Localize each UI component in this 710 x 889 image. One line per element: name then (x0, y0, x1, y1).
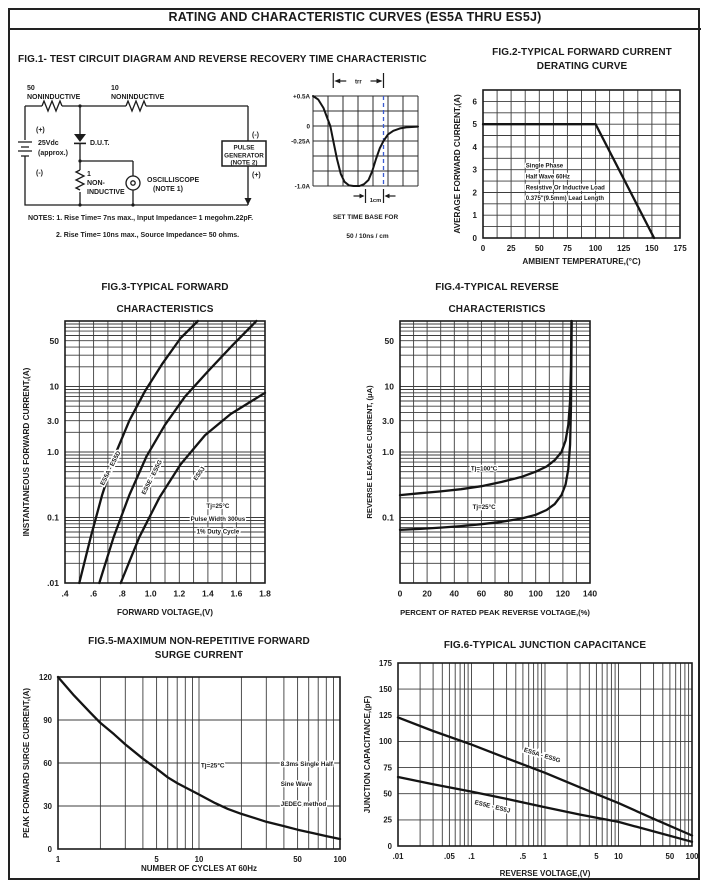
timebase-caption-line1: SET TIME BASE FOR (332, 214, 399, 221)
fig6-heading: FIG.6-TYPICAL JUNCTION CAPACITANCE (443, 640, 647, 651)
y-tick-label: -1.0A (294, 183, 310, 191)
x-tick-label: 75 (562, 244, 572, 253)
x-tick-label: 50 (665, 851, 675, 861)
y-tick-label: 6 (472, 97, 477, 107)
annotation: Tj=25°C (200, 762, 225, 770)
y-tick-label: 150 (378, 684, 392, 694)
x-tick-label: 5 (154, 854, 159, 864)
fig3-heading-line1: FIG.3-TYPICAL FORWARD (101, 282, 229, 293)
trr-arrowhead-icon (334, 79, 340, 84)
x-tick-label: 1.8 (259, 588, 271, 599)
x-tick-label: .4 (61, 588, 69, 599)
pulse-line2: GENERATOR (224, 152, 264, 160)
pulse-line3: (NOTE 2) (230, 159, 258, 167)
r3-value: 1 (87, 171, 91, 178)
scope-label: OSCILLISCOPE (147, 177, 200, 184)
x-tick-label: 100 (528, 588, 543, 599)
fig1-note-2: 2. Rise Time= 10ns max., Source Impedance= 50 ohms. (56, 232, 240, 239)
annotation: Resistive Or Inductive Load (525, 185, 605, 192)
x-tick-label: 80 (503, 588, 514, 599)
annotation: 0.375"(9.5mm) Lead Length (525, 196, 605, 203)
trr-arrowhead-icon (377, 79, 383, 84)
curve-label: ES5E - ES5J (473, 799, 511, 815)
y-tick-label: 0 (306, 123, 310, 131)
r2-value: 10 (111, 85, 119, 92)
battery-symbol (18, 142, 32, 156)
y-tick-label: +0.5A (293, 93, 310, 101)
x-tick-label: 0 (397, 588, 403, 599)
y-tick-label: 2 (472, 188, 477, 198)
curve-label: ES5E - ES5G (140, 458, 164, 496)
battery-voltage: 25Vdc (38, 140, 59, 147)
y-axis-title: INSTANTANEOUS FORWARD CURRENT,(A) (22, 367, 31, 537)
battery-plus: (+) (36, 127, 45, 134)
x-tick-label: 10 (194, 854, 204, 864)
fig4-heading-line2: CHARACTERISTICS (448, 304, 546, 315)
fig5-heading-line2: SURGE CURRENT (154, 650, 244, 661)
fig4-heading-line1: FIG.4-TYPICAL REVERSE (435, 282, 559, 293)
y-tick-label: 90 (43, 715, 52, 725)
x-axis-title: REVERSE VOLTAGE,(V) (499, 869, 591, 878)
r3-line2: INDUCTIVE (87, 189, 125, 196)
y-tick-label: 5 (472, 120, 477, 130)
x-tick-label: 20 (422, 588, 432, 599)
resistor-1-symbol (76, 170, 84, 190)
x-axis-title: PERCENT OF RATED PEAK REVERSE VOLTAGE,(%) (400, 608, 590, 617)
x-tick-label: 1.6 (230, 588, 243, 599)
x-tick-label: 140 (582, 588, 598, 599)
x-tick-label: .5 (519, 851, 527, 861)
y-tick-label: 0 (387, 841, 392, 851)
y-tick-label: -0.25A (291, 138, 310, 146)
y-tick-label: 0.1 (382, 512, 394, 523)
x-tick-label: 175 (673, 244, 687, 253)
y-tick-label: 4 (472, 142, 477, 152)
y-tick-label: 1.0 (47, 447, 59, 458)
fig5-surge-current-chart (20, 663, 362, 878)
x-tick-label: 125 (617, 244, 631, 253)
fig3-forward-characteristics-chart (18, 315, 353, 630)
x-axis-title: FORWARD VOLTAGE,(V) (117, 608, 213, 617)
resistor-50-symbol (42, 101, 62, 111)
battery-minus: (-) (36, 170, 43, 177)
cm-label: 1cm (369, 197, 382, 204)
x-tick-label: 150 (645, 244, 659, 253)
y-tick-label: 3.0 (47, 415, 59, 426)
x-tick-label: .01 (392, 851, 404, 861)
x-tick-label: .6 (90, 588, 98, 599)
curve-label: ES5J (192, 465, 207, 483)
annotation: JEDEC method (280, 801, 327, 808)
y-tick-label: 175 (378, 658, 392, 668)
x-tick-label: 50 (293, 854, 302, 864)
annotation: Pulse Width 300us (190, 516, 246, 524)
fig2-heading-line1: FIG.2-TYPICAL FORWARD CURRENT (492, 47, 672, 58)
fig5-heading-line1: FIG.5-MAXIMUM NON-REPETITIVE FORWARD (88, 636, 310, 647)
annotation: Sine Wave (280, 780, 312, 788)
y-tick-label: 0 (47, 844, 52, 854)
oscilloscope-symbol (126, 176, 140, 190)
r1-type: NONINDUCTIVE (27, 94, 81, 101)
annotation: Tj=25°C (472, 504, 496, 511)
fig1-heading: FIG.1- TEST CIRCUIT DIAGRAM AND REVERSE RECOVERY TIME CHARACTERISTIC (18, 54, 427, 65)
curve-label: ES5A - ES5G (522, 746, 562, 765)
dut-label: D.U.T. (90, 140, 110, 147)
x-tick-label: 1 (55, 854, 61, 864)
y-axis-title: PEAK FORWARD SURGE CURRENT,(A) (22, 687, 31, 839)
title-divider (9, 28, 701, 30)
y-axis-title: REVERSE LEAKAGE CURRENT, (μA) (365, 385, 374, 519)
x-tick-label: 120 (555, 588, 570, 599)
curve-label: ES5A - ES5D (99, 449, 123, 487)
y-axis-title: JUNCTION CAPACITANCE,(pF) (363, 695, 372, 814)
x-tick-label: 25 (506, 244, 516, 253)
fig4-reverse-characteristics-chart (362, 315, 707, 630)
y-tick-label: 25 (383, 815, 392, 825)
x-tick-label: 40 (449, 588, 460, 599)
annotation: Single Phase (525, 163, 564, 170)
scope-note: (NOTE 1) (153, 186, 183, 193)
y-tick-label: 0.1 (47, 512, 59, 523)
y-tick-label: 75 (383, 763, 392, 773)
page-title: RATING AND CHARACTERISTIC CURVES (ES5A THRU ES5J) (168, 10, 542, 24)
annotation: Half Wave 60Hz (525, 174, 570, 181)
y-tick-label: 10 (384, 381, 394, 392)
x-tick-label: 100 (333, 854, 347, 864)
resistor-10-symbol (126, 101, 146, 111)
curve-Tj-25C (400, 321, 572, 530)
r2-type: NONINDUCTIVE (111, 94, 165, 101)
x-tick-label: 5 (594, 851, 599, 861)
y-tick-label: 60 (43, 758, 52, 768)
x-tick-label: 60 (476, 588, 487, 599)
y-tick-label: 50 (383, 789, 392, 799)
y-axis-title: AVERAGE FORWARD CURRENT,(A) (453, 94, 462, 234)
fig1-note-1: NOTES: 1. Rise Time= 7ns max., Input Impedance= 1 megohm.22pF. (28, 215, 254, 222)
x-tick-label: 1.2 (173, 588, 186, 599)
annotation: Tj=100°C (470, 465, 498, 473)
y-tick-label: 3.0 (382, 415, 394, 426)
annotation: 1% Duty Cycle (196, 528, 240, 536)
annotation: Tj=25°C (206, 502, 230, 510)
r3-line1: NON- (87, 180, 105, 187)
pulse-line1: PULSE (233, 144, 255, 152)
fig6-junction-capacitance-chart (362, 650, 710, 888)
y-tick-label: 125 (378, 711, 392, 721)
x-tick-label: 1.4 (201, 588, 214, 599)
pg-plus: (+) (252, 172, 261, 179)
y-tick-label: 10 (49, 381, 59, 392)
trr-label: trr (355, 79, 362, 86)
y-tick-label: 120 (38, 672, 52, 682)
y-tick-label: 50 (49, 335, 59, 346)
x-tick-label: 1.0 (144, 588, 157, 599)
x-tick-label: 100 (588, 244, 603, 253)
x-tick-label: .1 (468, 851, 475, 861)
y-tick-label: 1.0 (382, 447, 394, 458)
x-axis-title: NUMBER OF CYCLES AT 60Hz (140, 864, 258, 873)
fig1-circuit-diagram (14, 78, 286, 218)
x-axis-title: AMBIENT TEMPERATURE,(°C) (522, 257, 641, 266)
y-tick-label: 30 (43, 801, 52, 811)
fig2-derating-chart (453, 78, 709, 278)
dut-diode-icon (74, 134, 86, 142)
y-tick-label: 3 (472, 165, 477, 175)
x-tick-label: 0 (480, 244, 486, 253)
fig2-heading-line2: DERATING CURVE (536, 61, 628, 72)
x-tick-label: 1 (542, 851, 548, 861)
cm-arrowhead-icon (360, 194, 365, 199)
pg-minus: (-) (252, 132, 259, 139)
x-tick-label: 100 (685, 851, 699, 861)
fig3-heading-line2: CHARACTERISTICS (116, 304, 214, 315)
fig1-recovery-waveform-chart (285, 62, 457, 277)
y-tick-label: 0 (472, 233, 477, 243)
x-tick-label: 50 (534, 244, 544, 253)
current-arrow-icon (245, 198, 252, 205)
y-tick-label: 50 (384, 335, 394, 346)
battery-approx: (approx.) (38, 150, 68, 157)
annotation: 8.3ms Single Half (280, 760, 333, 768)
y-tick-label: 100 (378, 737, 392, 747)
timebase-caption-line2: 50 / 10ns / cm (346, 233, 389, 240)
x-tick-label: .05 (443, 851, 455, 861)
y-tick-label: .01 (47, 578, 59, 589)
x-tick-label: 10 (614, 851, 623, 861)
cm-arrowhead-icon (385, 194, 390, 199)
x-tick-label: .8 (118, 588, 126, 599)
y-tick-label: 1 (472, 211, 477, 221)
r1-value: 50 (27, 85, 35, 92)
